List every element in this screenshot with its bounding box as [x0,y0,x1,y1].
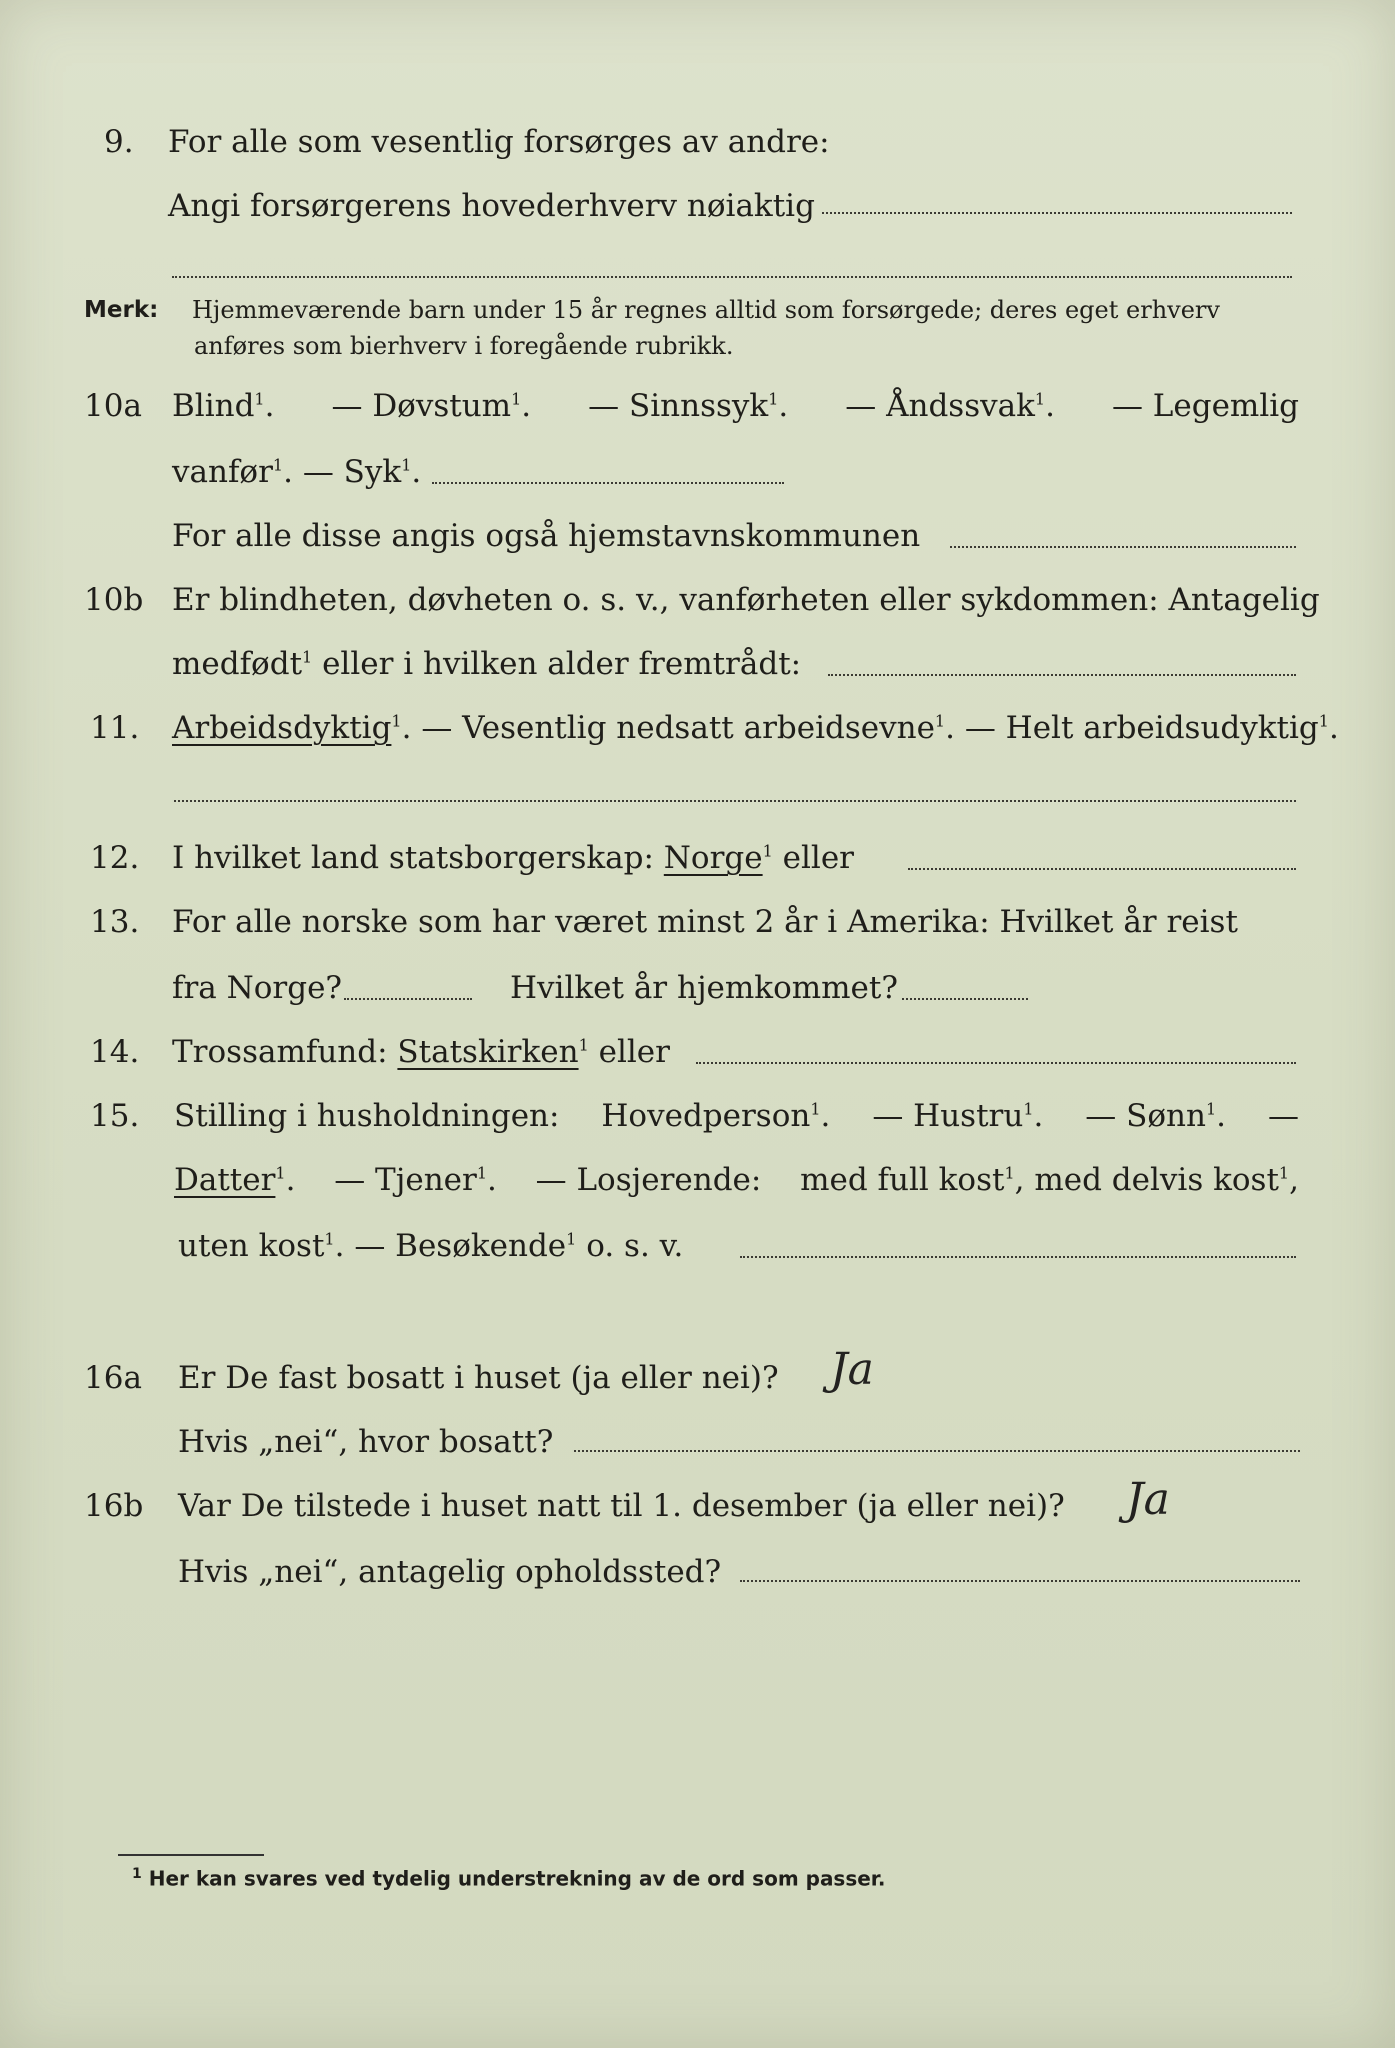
footnote-text: Her kan svares ved tydelig understrekning av de ord som passer. [148,1866,886,1891]
q16a-question-2: Hvis „nei“, hvor bosatt? [178,1424,554,1460]
q13-hjemkommet-label: Hvilket år hjemkommet? [510,970,898,1006]
q16b-number: 16b [84,1488,144,1524]
opt-andssvak[interactable]: — Åndssvak$^1$. [845,388,1055,424]
q11-number: 11. [90,710,140,746]
q11-options: Arbeidsdyktig$^1$. — Vesentlig nedsatt arbeidsevne$^1$. — Helt arbeidsudyktig$^1$. [172,710,1339,746]
q13-reist-line[interactable] [344,998,472,1000]
q10a-hjemstavn-line[interactable] [950,546,1296,548]
opt-tjener[interactable]: — Tjener$^1$. [334,1162,497,1198]
q16a-number: 16a [84,1360,142,1396]
opt-besokende[interactable]: — Besøkende$^1$ [354,1228,577,1264]
q15-options-1: Stilling i husholdningen: Hovedperson$^1$. — Hustru$^1$. — Sønn$^1$. — [174,1098,1299,1134]
q9-answer-line[interactable] [822,212,1292,214]
opt-nedsatt[interactable]: — Vesentlig nedsatt arbeidsevne [421,710,935,746]
opt-vanfor[interactable]: vanfør$^1$. — Syk$^1$. [172,454,422,490]
opt-dovstum[interactable]: — Døvstum$^1$. [331,388,532,424]
q9-answer-line-2[interactable] [172,276,1292,278]
footnote [132,1866,885,1891]
opt-losjerende[interactable]: — Losjerende: [535,1162,762,1198]
q16a-answer-line[interactable] [574,1450,1300,1452]
q10b-question-2: medfødt$^1$ eller i hvilken alder fremtrådt: [172,646,802,682]
q13-number: 13. [90,904,140,940]
q10b-question: Er blindheten, døvheten o. s. v., vanførheten eller sykdommen: Antagelig [172,582,1320,618]
q15-options-2 [174,1160,1299,1200]
q10b-answer-line[interactable] [828,674,1296,676]
q11-answer-line[interactable] [174,800,1296,802]
q14-number: 14. [90,1034,140,1070]
opt-medfodt[interactable]: medfødt [172,646,303,682]
q10a-options [172,386,1299,426]
q9-question-2: Angi forsørgerens hovederhverv nøiaktig [168,188,815,224]
q12-answer-line[interactable] [908,868,1296,870]
q14-answer-line[interactable] [696,1062,1296,1064]
q13-reist-label: fra Norge? [172,970,343,1006]
q15-answer-line[interactable] [740,1256,1296,1258]
opt-arbeidsdyktig[interactable]: Arbeidsdyktig [172,710,392,746]
opt-legemlig[interactable]: — Legemlig [1111,388,1299,424]
opt-full-kost[interactable]: med full kost$^1$, med delvis kost$^1$, [800,1162,1299,1198]
opt-statskirken[interactable]: Statskirken [397,1034,579,1070]
merk-text-1: Hjemmeværende barn under 15 år regnes alltid som forsørgede; deres eget erhverv [192,296,1220,324]
q13-hjemkommet-line[interactable] [902,998,1028,1000]
q14-question: Trossamfund: Statskirken$^1$ eller [172,1034,670,1070]
q10a-hjemstavn: For alle disse angis også hjemstavnskommunen [172,518,921,554]
opt-datter[interactable]: Datter$^1$. [174,1162,296,1198]
q13-question: For alle norske som har været minst 2 år i Amerika: Hvilket år reist [172,904,1238,940]
q16a-question: Er De fast bosatt i huset (ja eller nei)? [178,1360,779,1396]
q12-number: 12. [90,840,140,876]
footnote-rule [118,1854,264,1856]
opt-udyktig[interactable]: — Helt arbeidsudyktig [964,710,1319,746]
opt-sinnssyk[interactable]: — Sinnssyk$^1$. [588,388,789,424]
opt-norge[interactable]: Norge [663,840,763,876]
opt-sonn[interactable]: — Sønn$^1$. [1085,1098,1227,1134]
q16b-answer-line[interactable] [740,1580,1300,1582]
q10a-number: 10a [84,388,142,424]
q16b-handwritten-answer[interactable]: Ja [1126,1474,1170,1525]
q9-question: For alle som vesentlig forsørges av andre: [168,124,830,160]
footnote-mark: 1 [132,1866,142,1882]
opt-hovedperson[interactable]: Hovedperson$^1$. [601,1098,831,1134]
q16b-question-2: Hvis „nei“, antagelig opholdssted? [178,1554,722,1590]
q16a-handwritten-answer[interactable]: Ja [830,1344,874,1395]
q10b-number: 10b [84,582,144,618]
merk-label: Merk: [84,297,159,323]
q15-options-3: uten kost$^1$. — Besøkende$^1$ o. s. v. [178,1228,684,1264]
opt-uten-kost[interactable]: uten kost$^1$. [178,1228,345,1264]
merk-text-2: anføres som bierhverv i foregående rubrikk. [194,332,734,360]
opt-blind[interactable]: Blind$^1$. [172,388,275,424]
q15-number: 15. [90,1098,140,1134]
q12-question: I hvilket land statsborgerskap: Norge$^1$ eller [172,840,854,876]
opt-hustru[interactable]: — Hustru$^1$. [872,1098,1044,1134]
q9-number: 9. [104,124,134,160]
q10a-syk-line[interactable] [432,482,784,484]
q16b-question: Var De tilstede i huset natt til 1. desember (ja eller nei)? [178,1488,1065,1524]
